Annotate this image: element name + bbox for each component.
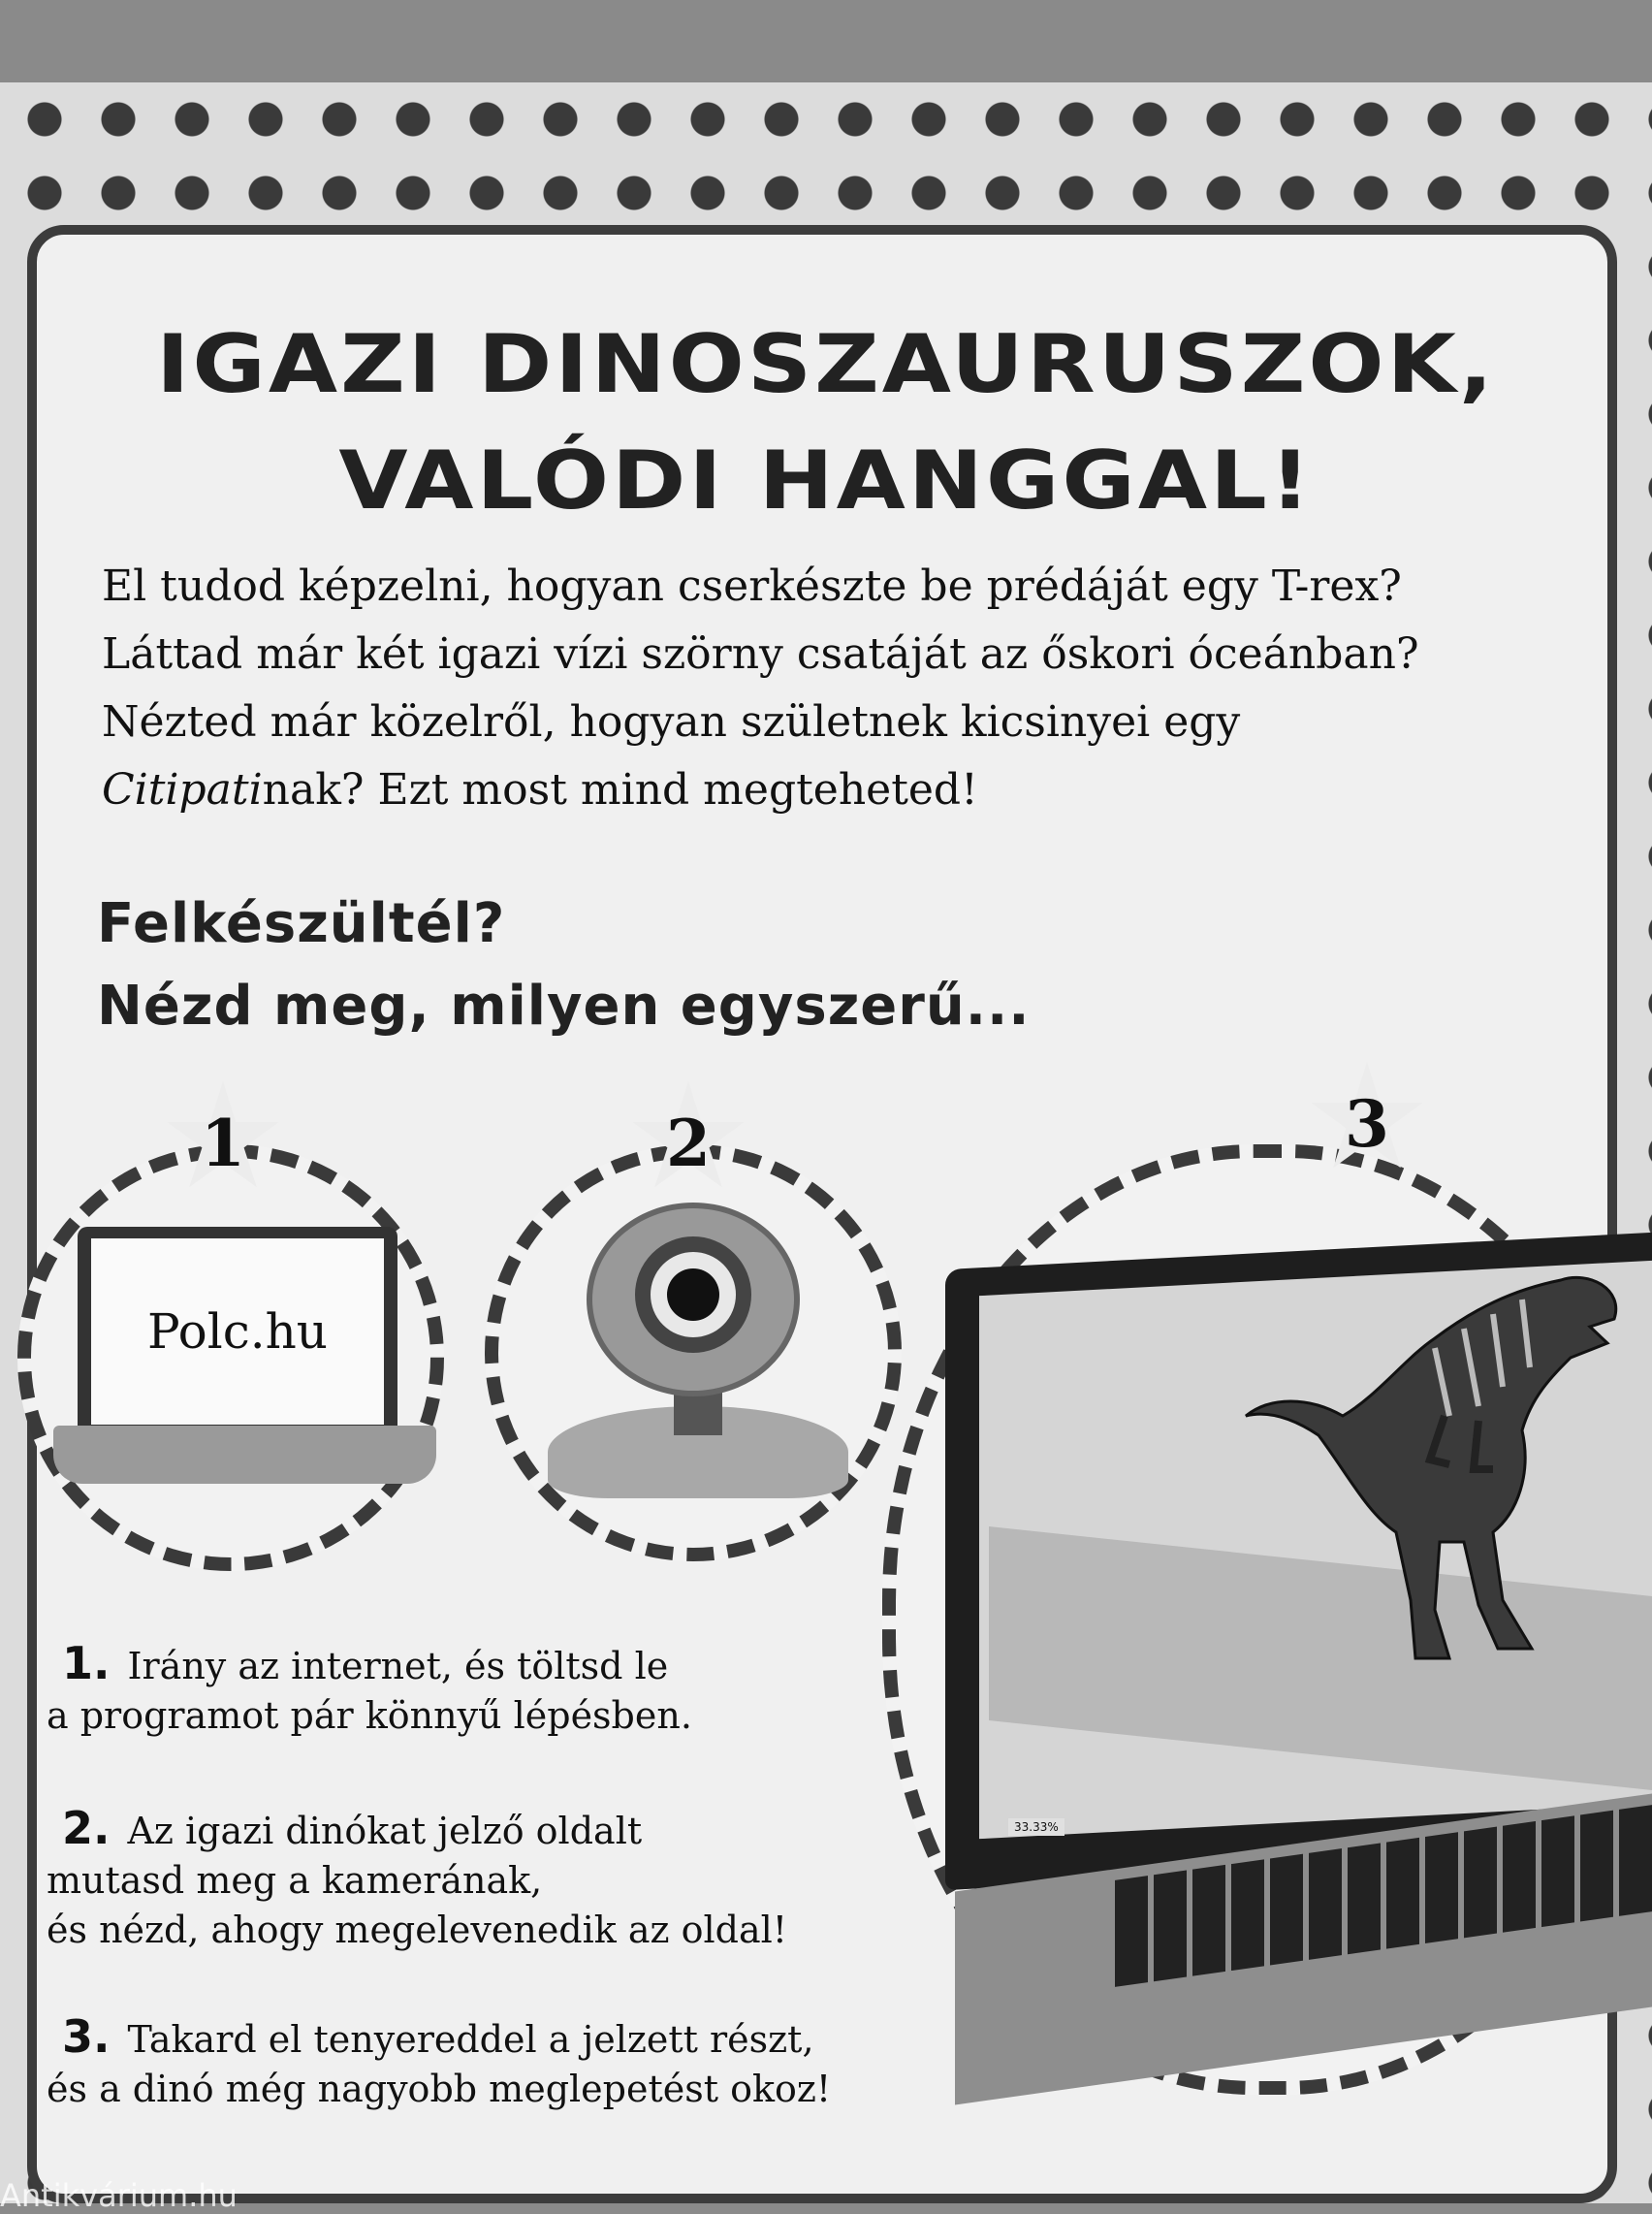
intro-paragraph [102, 553, 1556, 824]
laptop-screen-text: Polc.hu [91, 1238, 384, 1425]
step-text: a programot pár könnyű lépésben. [47, 1694, 692, 1737]
laptop-base [53, 1426, 436, 1484]
step-1 [47, 1639, 900, 1741]
step-number: 1. [62, 1637, 111, 1689]
webcam-lens-center [667, 1268, 719, 1321]
intro-line-rest: nak? Ezt most mind megteheted! [262, 765, 978, 815]
star-number-3: 3 [1345, 1086, 1389, 1162]
step-text: Irány az internet, és töltsd le [127, 1645, 669, 1687]
subtitle-ready: Felkészültél? [97, 892, 506, 955]
step-3 [47, 2012, 900, 2114]
intro-line: El tudod képzelni, hogyan cserkészte be prédáját egy T-rex? [102, 562, 1402, 611]
step-text: mutasd meg a kamerának, [47, 1859, 543, 1902]
step-2 [47, 1804, 900, 1955]
subtitle-easy: Nézd meg, milyen egyszerű... [97, 975, 1031, 1038]
step-text: Az igazi dinókat jelző oldalt [127, 1810, 643, 1852]
step-number: 3. [62, 2010, 111, 2063]
t-rex-image [1241, 1251, 1629, 1678]
star-number-1: 1 [201, 1106, 245, 1181]
page-title-line1: IGAZI DINOSZAURUSZOK, [156, 317, 1496, 411]
step-number: 2. [62, 1802, 111, 1854]
page-title-line2: VALÓDI HANGGAL! [338, 433, 1314, 528]
screen-status: 33.33% [1008, 1818, 1064, 1836]
intro-line: Nézted már közelről, hogyan születnek kicsinyei egy [102, 697, 1241, 747]
intro-line: Láttad már két igazi vízi szörny csatáját az őskori óceánban? [102, 629, 1419, 679]
step-text: és a dinó még nagyobb meglepetést okoz! [47, 2068, 832, 2110]
step-text: Takard el tenyereddel a jelzett részt, [127, 2018, 814, 2061]
star-number-2: 2 [666, 1106, 711, 1181]
step-text: és nézd, ahogy megelevenedik az oldal! [47, 1909, 788, 1951]
species-name: Citipati [102, 765, 263, 815]
intro-line [102, 756, 1556, 824]
watermark: Antikvárium.hu [0, 2177, 238, 2214]
laptop-icon [78, 1227, 397, 1440]
